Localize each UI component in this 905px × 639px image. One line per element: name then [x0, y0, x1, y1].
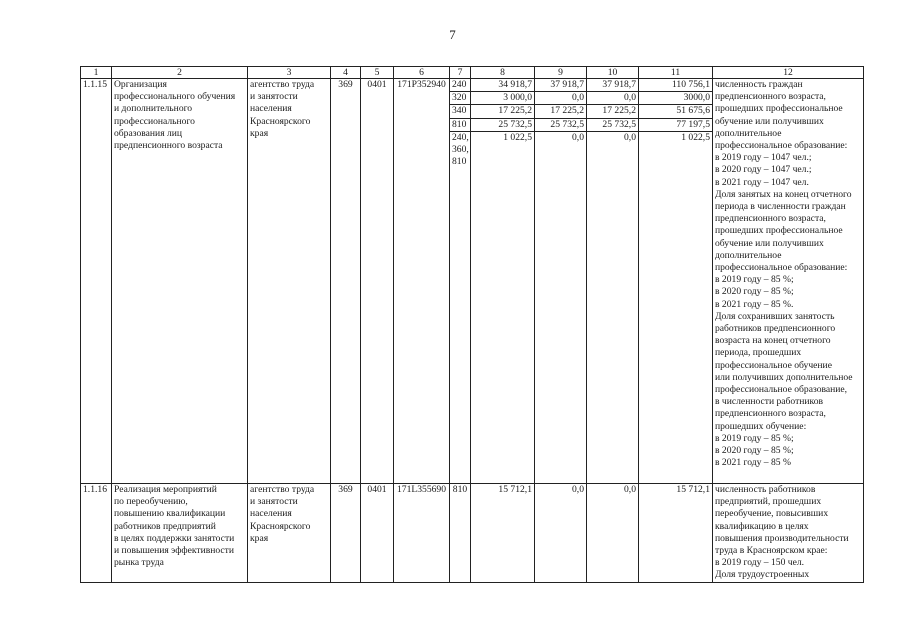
header-cell: 6 [394, 67, 450, 79]
page-number: 7 [449, 27, 456, 42]
section-code: 0401 [361, 484, 394, 583]
section-code: 0401 [361, 79, 394, 484]
header-cell: 4 [331, 67, 361, 79]
expense-type-codes: 240 320 340 810 240, 360, 810 [450, 79, 471, 484]
target-code: 171L355690 [394, 484, 450, 583]
header-cell: 2 [112, 67, 248, 79]
responsible-agency: агентство труда и занятости населения Красноярского края [248, 79, 331, 484]
header-cell: 10 [587, 67, 639, 79]
amount-2020: 37 918,7 0,0 17 225,2 25 732,5 0,0 [535, 79, 587, 484]
amount-2019: 34 918,7 3 000,0 17 225,2 25 732,5 1 022,5 [471, 79, 535, 484]
amount-2020: 0,0 [535, 484, 587, 583]
header-cell: 11 [639, 67, 713, 79]
amount-2021: 37 918,7 0,0 17 225,2 25 732,5 0,0 [587, 79, 639, 484]
item-number: 1.1.15 [81, 79, 112, 484]
amount-2021: 0,0 [587, 484, 639, 583]
amount-total: 110 756,1 3000,0 51 675,6 77 197,5 1 022,5 [639, 79, 713, 484]
activity-name: Реализация мероприятий по переобучению, повышению квалификации работников предприятий в целях поддержки занятости и повышения эффективности рынка труда [112, 484, 248, 583]
expected-result: численность граждан предпенсионного возраста, прошедших профессиональное обучение или получивших дополнительное профессиональное образование: в 2019 году – 1047 чел.; в 2020 году – 1047 чел.; в 2021 году – 1047 чел. Доля занятых на конец отчетного периода в численности граждан предпенсионного возраста, прошедших профессиональное обучение или получивших дополнительное профессиональное образование: в 2019 году – 85 %; в 2020 году – 85 %; в 2021 году – 85 %. Доля сохранивших занятость работников предпенсионного возраста на конец отчетного периода, прошедших профессиональное обучение или получивших дополнительное профессиональное образование, в численности работников предпенсионного возраста, прошедших обучение: в 2019 году – 85 %; в 2020 году – 85 %; в 2021 году – 85 % [713, 79, 864, 484]
amount-2019: 15 712,1 [471, 484, 535, 583]
header-cell: 1 [81, 67, 112, 79]
header-cell: 12 [713, 67, 864, 79]
target-code: 171P352940 [394, 79, 450, 484]
budget-activities-table [80, 66, 864, 583]
header-row [81, 67, 864, 79]
header-cell: 5 [361, 67, 394, 79]
header-cell: 3 [248, 67, 331, 79]
header-cell: 8 [471, 67, 535, 79]
grbs-code: 369 [331, 79, 361, 484]
expected-result: численность работников предприятий, прошедших переобучение, повысивших квалификацию в целях повышения производительности труда в Красноярском крае: в 2019 году – 150 чел. Доля трудоустроенных [713, 484, 864, 583]
activity-name: Организация профессионального обучения и дополнительного профессионального образования лиц предпенсионного возраста [112, 79, 248, 484]
table-row [81, 79, 864, 484]
amount-total: 15 712,1 [639, 484, 713, 583]
table-row [81, 484, 864, 583]
header-cell: 7 [450, 67, 471, 79]
grbs-code: 369 [331, 484, 361, 583]
expense-type-codes: 810 [450, 484, 471, 583]
responsible-agency: агентство труда и занятости населения Красноярского края [248, 484, 331, 583]
header-cell: 9 [535, 67, 587, 79]
item-number: 1.1.16 [81, 484, 112, 583]
